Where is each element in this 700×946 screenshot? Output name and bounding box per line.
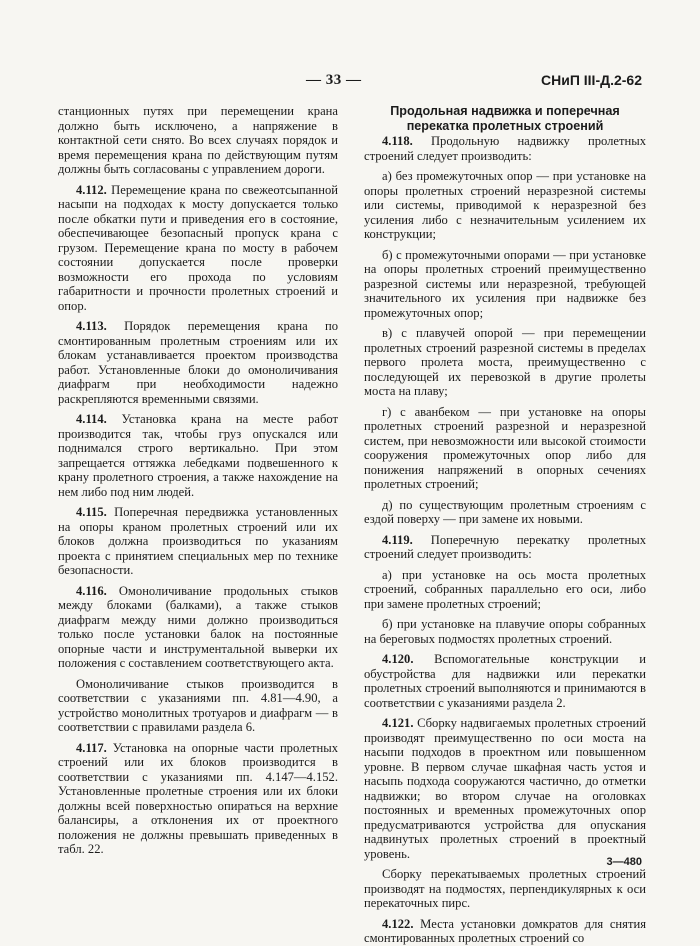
page-number: — 33 — [306, 72, 362, 88]
document-code: СНиП III-Д.2-62 [541, 72, 642, 88]
clause-number: 4.114. [76, 412, 107, 426]
paragraph [58, 319, 338, 406]
paragraph-text: Вспомогательные конструкции и обустройства для надвижки или перекатки пролетных строений выполняются и принимаются в соответствии с указаниями раздела 2. [364, 652, 646, 710]
paragraph-text: Поперечная передвижка установленных на опоры краном пролетных строений или их блоков должна производиться по указаниям проекта с принятием специальных мер по технике безопасности. [58, 505, 338, 577]
clause-number: 4.122. [382, 916, 414, 931]
clause-number: 4.113. [76, 319, 107, 333]
left-column [58, 104, 338, 857]
clause-number: 4.115. [76, 505, 107, 519]
paragraph-text: Поперечную перекатку пролетных строений следует производить: [364, 532, 646, 561]
section-title: Продольная надвижка и поперечная перекатка пролетных строений [390, 104, 620, 133]
paragraph-text: б) с промежуточными опорами — при установке на опоры пролетных строений преимущественно разрезной системы или неразрезной, требующей значительного их усиления при надвижке без промежуточных опор; [364, 247, 646, 320]
paragraph-text: Перемещение крана по свежеотсыпанной насыпи на подходах к мосту допускается только после обкатки пути и приведения его в состояние, обеспечивающее безопасный пропуск крана с грузом. Перемещение крана по мосту в рабочем состоянии допускается после проверки возможности его прохода по условиям габаритности и прочности пролетных строений и опор. [58, 182, 338, 313]
paragraph-text: Омоноличивание стыков производится в соответствии с указаниями пп. 4.81—4.90, а устройство монолитных тротуаров и диафрагм — в соответствии с правилами раздела 6. [58, 676, 338, 734]
clause-number: 4.120. [382, 652, 414, 666]
paragraph-text: б) при установке на плавучие опоры собранных на береговых подмостях пролетных строений. [364, 617, 646, 646]
paragraph-text: Установка крана на месте работ производится так, чтобы груз опускался или поднимался строго вертикально. При этом запрещается оттяжка лебедками подвешенного к крану пролетного строения, а также нахождение на нем либо под ним людей. [58, 412, 338, 499]
paragraph [364, 405, 646, 492]
paragraph-text: Порядок перемещения крана по смонтированным пролетным строениям или их блокам устанавливается проектом производства работ. Установленные блоки до омоноличивания диафрагм при необходимости надежно раскрепляются временными связями. [58, 319, 338, 406]
paragraph-text: Продольную надвижку пролетных строений следует производить: [364, 134, 646, 163]
page-header [0, 72, 700, 94]
clause-number: 4.121. [382, 716, 414, 730]
paragraph [364, 568, 646, 612]
paragraph [58, 104, 338, 177]
paragraph [364, 248, 646, 321]
clause-number: 4.112. [76, 182, 107, 197]
clause-number: 4.116. [76, 583, 107, 598]
paragraph-text: станционных путях при перемещении крана должно быть исключено, а напряжение в контактной сети снято. Во всех случаях порядок и время перемещения крана по действующим путям должны быть согласованы с управлением дороги. [58, 104, 338, 176]
paragraph [364, 617, 646, 646]
paragraph [364, 134, 646, 163]
paragraph-text: а) при установке на ось моста пролетных строений, собранных параллельно его оси, либо при замене пролетных строений; [364, 567, 646, 611]
paragraph [364, 652, 646, 710]
paragraph-text: г) с аванбеком — при установке на опоры пролетных строений разрезной и неразрезной систем, при невозможности или высокой стоимости сооружения промежуточных опор либо для понижения напряжений в опорных сечениях пролетных строений; [364, 404, 646, 491]
paragraph-text: Омоноличивание продольных стыков между блоками (балками), а также стыков диафрагм между ними должно производиться только после установки балок на постоянные опорные части и инструментальной выверки их положения с составлением соответствующего акта. [58, 583, 338, 670]
paragraph-text: а) без промежуточных опор — при установке на опоры пролетных строений неразрезной системы или системы, приводимой к неразрезной без усиления либо с незначительным усилением их конструкции; [364, 169, 646, 241]
paragraph [58, 741, 338, 857]
paragraph-text: в) с плавучей опорой — при перемещении пролетных строений разрезной системы в пределах первого пролета моста, преимущественно с последующей их перевозкой в другие пролеты моста на плаву; [364, 326, 646, 398]
paragraph [58, 412, 338, 499]
paragraph [364, 917, 646, 946]
clause-number: 4.118. [382, 134, 413, 148]
right-column [364, 104, 646, 946]
paragraph [364, 716, 646, 861]
paragraph [364, 867, 646, 911]
paragraph [364, 169, 646, 242]
paragraph-text: Установка на опорные части пролетных строений или их блоков производится в соответствии с указаниями пп. 4.147—4.152. Установленные пролетные строения или их блоки должны всей поверхностью опираться на верхние балансиры, а отклонения их от проектного положения не должны превышать приведенных в табл. 22. [58, 740, 338, 856]
clause-number: 4.117. [76, 740, 107, 755]
paragraph [58, 677, 338, 735]
clause-number: 4.119. [382, 532, 413, 547]
paragraph-text: Места установки домкратов для снятия смонтированных пролетных строений со [364, 916, 646, 945]
paragraph [58, 584, 338, 671]
paragraph [58, 183, 338, 314]
paragraph [364, 533, 646, 562]
paragraph [364, 498, 646, 527]
paragraph [58, 505, 338, 578]
sheet-code: 3—480 [606, 856, 642, 868]
paragraph [364, 326, 646, 399]
paragraph-text: Сборку надвигаемых пролетных строений производят преимущественно по оси моста на насыпи подходов в проектном или повышенном уровне. В первом случае шкафная часть устоя и насыпь подхода сооружаются частично, до отметки надвижки; во втором случае на оголовках постоянных и временных промежуточных опор предусматриваются устройства для опускания надвинутых пролетных строений в проектный уровень. [364, 716, 646, 861]
paragraph-text: д) по существующим пролетным строениям с ездой поверху — при замене их новыми. [364, 497, 646, 526]
paragraph-text: Сборку перекатываемых пролетных строений производят на подмостях, перпендикулярных к оси перекаточных пирс. [364, 867, 646, 910]
